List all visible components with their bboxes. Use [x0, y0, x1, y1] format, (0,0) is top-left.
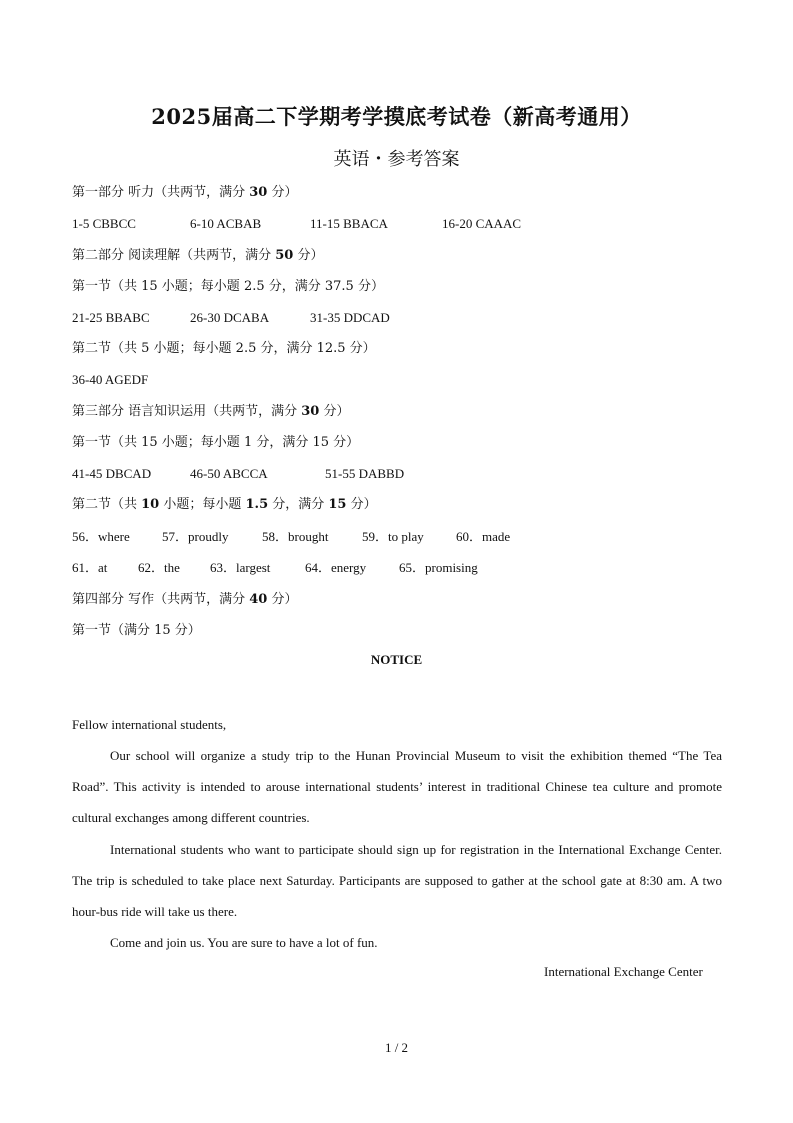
- answer-group: 6-10 ACBAB: [190, 216, 262, 231]
- part2-section2-heading: 第二节（共 5 小题；每小题 2.5 分，满分 12.5 分）: [72, 341, 376, 356]
- part3-section1-heading: 第一节（共 15 小题；每小题 1 分，满分 15 分）: [72, 435, 360, 450]
- fill-answer: 58．brought: [262, 529, 329, 544]
- answer-group: 11-15 BBACA: [310, 216, 388, 231]
- essay-paragraph: Come and join us. You are sure to have a lot of fun.: [110, 935, 378, 950]
- answer-group: 1-5 CBBCC: [72, 216, 136, 231]
- fill-answer: 57．proudly: [162, 529, 229, 544]
- answer-group: 21-25 BBABC: [72, 310, 150, 325]
- part4-section1-heading: 第一节（满分 15 分）: [72, 623, 201, 638]
- page-number: 1 / 2: [384, 1040, 409, 1055]
- fill-answer: 64．energy: [305, 560, 367, 575]
- essay-paragraph: International students who want to participate should sign up for registration in the International Exchange Center. The trip is scheduled to take place next Saturday. Participants are supposed to gather at the school gate at 8:30 am. A two hour-bus ride will take us there.: [72, 842, 722, 919]
- answer-group: 41-45 DBCAD: [72, 466, 152, 481]
- fill-answer: 56．where: [72, 529, 130, 544]
- answer-group: 46-50 ABCCA: [190, 466, 268, 481]
- part3-heading: 第三部分 语言知识运用（共两节，满分 30 分）: [72, 404, 350, 419]
- fill-answer: 60．made: [456, 529, 511, 544]
- page-title: 2025届高二下学期考学摸底考试卷（新高考通用）: [151, 104, 642, 129]
- essay-paragraph: Our school will organize a study trip to the Hunan Provincial Museum to visit the exhibition themed “The Tea Road”. This activity is intended to arouse international students’ interest in traditional Chinese tea culture and promote cultural exchanges among different countries.: [72, 748, 722, 825]
- fill-answer: 63．largest: [210, 560, 271, 575]
- answer-group: 51-55 DABBD: [325, 466, 405, 481]
- part2-heading: 第二部分 阅读理解（共两节，满分 50 分）: [72, 248, 324, 263]
- answer-group: 36-40 AGEDF: [72, 372, 149, 387]
- fill-answer: 62．the: [138, 560, 180, 575]
- essay-greeting: Fellow international students,: [72, 717, 227, 732]
- part2-section1-heading: 第一节（共 15 小题；每小题 2.5 分，满分 37.5 分）: [72, 279, 384, 294]
- part4-heading: 第四部分 写作（共两节，满分 40 分）: [72, 592, 298, 607]
- fill-answer: 61．at: [72, 560, 108, 575]
- essay-signature: International Exchange Center: [544, 964, 703, 979]
- part1-heading: 第一部分 听力（共两节，满分 30 分）: [72, 185, 298, 200]
- answer-group: 31-35 DDCAD: [310, 310, 390, 325]
- fill-answer: 59．to play: [362, 529, 424, 544]
- page-subtitle: 英语・参考答案: [333, 149, 460, 170]
- essay-title: NOTICE: [370, 652, 423, 667]
- answer-group: 16-20 CAAAC: [442, 216, 522, 231]
- fill-answer: 65．promising: [399, 560, 478, 575]
- answer-group: 26-30 DCABA: [190, 310, 270, 325]
- part3-section2-heading: 第二节（共 10 小题；每小题 1.5 分，满分 15 分）: [72, 497, 377, 512]
